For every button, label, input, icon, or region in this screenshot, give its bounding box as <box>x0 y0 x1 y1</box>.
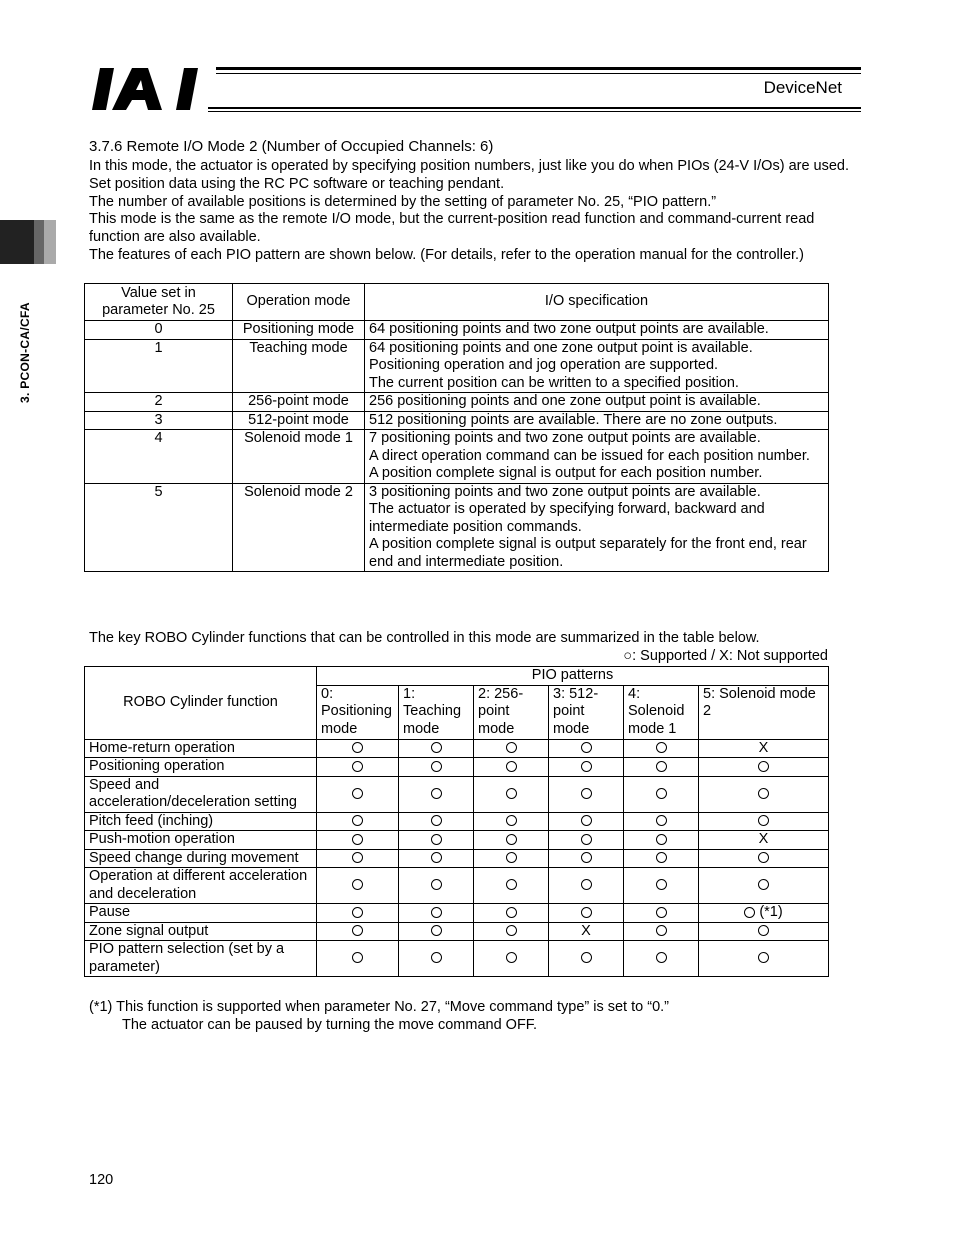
supported-circle-icon <box>352 879 363 890</box>
supported-circle-icon <box>352 852 363 863</box>
support-cell <box>317 941 399 977</box>
function-name: Pause <box>85 904 317 923</box>
spec-line: A position complete signal is output for each position number. <box>369 465 763 481</box>
table-row <box>85 411 829 430</box>
support-cell <box>399 904 474 923</box>
support-cell <box>474 941 549 977</box>
support-cell <box>699 758 829 777</box>
io-spec <box>365 321 829 340</box>
io-spec <box>365 393 829 412</box>
supported-circle-icon <box>431 834 442 845</box>
pattern-header: 4: Solenoid mode 1 <box>624 685 699 739</box>
supported-circle-icon <box>758 879 769 890</box>
table-row <box>85 339 829 393</box>
support-cell <box>549 739 624 758</box>
supported-circle-icon <box>758 815 769 826</box>
header-underline <box>208 107 861 109</box>
page-number: 120 <box>89 1172 114 1188</box>
supported-circle-icon <box>506 834 517 845</box>
io-spec <box>365 483 829 572</box>
spec-line: 64 positioning points and two zone output points are available. <box>369 321 769 337</box>
supported-circle-icon <box>352 925 363 936</box>
function-name: Operation at different acceleration and deceleration <box>85 868 317 904</box>
support-cell <box>549 868 624 904</box>
supported-circle-icon <box>581 742 592 753</box>
supported-circle-icon <box>352 952 363 963</box>
support-cell <box>474 776 549 812</box>
support-cell <box>399 868 474 904</box>
support-cell <box>474 922 549 941</box>
support-cell <box>699 941 829 977</box>
io-spec <box>365 411 829 430</box>
paragraph: Set position data using the RC PC software or teaching pendant. <box>89 175 505 192</box>
param-value: 3 <box>85 411 233 430</box>
support-cell <box>549 812 624 831</box>
support-cell <box>317 812 399 831</box>
support-cell <box>474 904 549 923</box>
supported-circle-icon <box>506 815 517 826</box>
function-name: PIO pattern selection (set by a parameter) <box>85 941 317 977</box>
support-cell <box>699 776 829 812</box>
spec-line: 7 positioning points and two zone output points are available. <box>369 430 761 446</box>
support-cell <box>624 758 699 777</box>
support-legend: ○: Supported / X: Not supported <box>623 648 828 664</box>
io-spec <box>365 339 829 393</box>
support-cell <box>317 904 399 923</box>
footnote-line: (*1) This function is supported when parameter No. 27, “Move command type” is set to “0.” <box>89 999 669 1015</box>
iai-logo <box>92 66 214 112</box>
supported-circle-icon <box>431 879 442 890</box>
support-cell <box>699 849 829 868</box>
paragraph: The number of available positions is determined by the setting of parameter No. 25, “PIO pattern.” <box>89 193 717 210</box>
supported-circle-icon <box>758 952 769 963</box>
support-cell <box>399 941 474 977</box>
spec-line: A position complete signal is output separately for the front end, rear end and intermediate position. <box>369 536 807 570</box>
supported-circle-icon <box>431 761 442 772</box>
support-cell <box>624 922 699 941</box>
function-name: Push-motion operation <box>85 831 317 850</box>
table-row <box>85 812 829 831</box>
supported-circle-icon <box>758 761 769 772</box>
support-cell <box>317 758 399 777</box>
support-cell <box>549 758 624 777</box>
pattern-header: 5: Solenoid mode 2 <box>699 685 829 739</box>
support-cell <box>624 941 699 977</box>
support-cell <box>399 776 474 812</box>
spec-line: Positioning operation and jog operation are supported. <box>369 357 719 373</box>
supported-circle-icon <box>581 788 592 799</box>
support-cell <box>624 812 699 831</box>
supported-circle-icon <box>506 852 517 863</box>
table-row <box>85 739 829 758</box>
function-name: Speed change during movement <box>85 849 317 868</box>
support-cell <box>474 739 549 758</box>
operation-mode: Solenoid mode 1 <box>233 430 365 484</box>
support-cell <box>624 849 699 868</box>
supported-circle-icon <box>656 788 667 799</box>
support-cell <box>317 922 399 941</box>
support-cell <box>399 849 474 868</box>
chapter-label: 3. PCON-CA/CFA <box>18 302 32 403</box>
supported-circle-icon <box>352 834 363 845</box>
support-cell <box>399 812 474 831</box>
supported-circle-icon <box>506 952 517 963</box>
supported-circle-icon <box>506 761 517 772</box>
supported-circle-icon <box>744 907 755 918</box>
supported-circle-icon <box>581 834 592 845</box>
support-cell <box>474 812 549 831</box>
supported-circle-icon <box>758 788 769 799</box>
supported-circle-icon <box>431 852 442 863</box>
supported-circle-icon <box>758 852 769 863</box>
table-row <box>85 758 829 777</box>
support-cell <box>624 904 699 923</box>
table-row <box>85 849 829 868</box>
pio-pattern-table <box>84 283 829 572</box>
supported-circle-icon <box>656 761 667 772</box>
table-row <box>85 321 829 340</box>
support-cell <box>549 904 624 923</box>
table-row <box>85 393 829 412</box>
supported-circle-icon <box>656 815 667 826</box>
col-header-spec: I/O specification <box>365 284 829 321</box>
support-cell <box>699 812 829 831</box>
table-row <box>85 776 829 812</box>
param-value: 0 <box>85 321 233 340</box>
col-header-pio-patterns: PIO patterns <box>317 667 829 686</box>
spec-line: 256 positioning points and one zone output point is available. <box>369 393 761 409</box>
param-value: 1 <box>85 339 233 393</box>
chapter-tab <box>0 220 56 264</box>
support-cell <box>549 941 624 977</box>
supported-circle-icon <box>656 834 667 845</box>
section-heading: 3.7.6 Remote I/O Mode 2 (Number of Occupied Channels: 6) <box>89 138 494 155</box>
support-cell <box>317 739 399 758</box>
supported-circle-icon <box>431 788 442 799</box>
support-cell <box>474 758 549 777</box>
pattern-header: 1: Teaching mode <box>399 685 474 739</box>
operation-mode: Teaching mode <box>233 339 365 393</box>
spec-line: 512 positioning points are available. There are no zone outputs. <box>369 411 778 428</box>
supported-circle-icon <box>506 907 517 918</box>
function-intro: The key ROBO Cylinder functions that can be controlled in this mode are summarized in the table below. <box>89 630 760 646</box>
support-cell <box>624 831 699 850</box>
pattern-header: 2: 256-point mode <box>474 685 549 739</box>
function-name: Home-return operation <box>85 739 317 758</box>
param-value: 2 <box>85 393 233 412</box>
support-cell <box>317 831 399 850</box>
table-row <box>85 941 829 977</box>
supported-circle-icon <box>581 952 592 963</box>
table-row <box>85 430 829 484</box>
spec-line: The actuator is operated by specifying forward, backward and intermediate position commands. <box>369 501 765 535</box>
supported-circle-icon <box>656 742 667 753</box>
support-cell <box>624 776 699 812</box>
table-row <box>85 483 829 572</box>
support-cell: X <box>699 739 829 758</box>
support-cell <box>399 758 474 777</box>
support-cell: X <box>549 922 624 941</box>
supported-circle-icon <box>506 879 517 890</box>
supported-circle-icon <box>431 742 442 753</box>
support-cell <box>624 868 699 904</box>
footnote-line: The actuator can be paused by turning the move command OFF. <box>122 1016 538 1033</box>
header-underline-thin <box>208 111 861 112</box>
support-note: (*1) <box>755 904 783 920</box>
supported-circle-icon <box>656 879 667 890</box>
supported-circle-icon <box>581 761 592 772</box>
support-cell <box>474 868 549 904</box>
paragraph: In this mode, the actuator is operated by specifying position numbers, just like you do when PIOs (24-V I/Os) are used. <box>89 158 850 174</box>
table-row <box>85 904 829 923</box>
support-cell: X <box>699 831 829 850</box>
col-header-value: Value set in parameter No. 25 <box>85 284 233 321</box>
table-row <box>85 922 829 941</box>
supported-circle-icon <box>431 952 442 963</box>
supported-circle-icon <box>656 952 667 963</box>
supported-circle-icon <box>506 788 517 799</box>
support-cell <box>549 831 624 850</box>
supported-circle-icon <box>581 852 592 863</box>
supported-circle-icon <box>656 925 667 936</box>
table-header-row <box>85 667 829 686</box>
paragraph: This mode is the same as the remote I/O mode, but the current-position read function and command-current read function are also available. <box>89 211 815 246</box>
supported-circle-icon <box>506 742 517 753</box>
function-table <box>84 666 829 977</box>
support-cell <box>317 776 399 812</box>
support-cell <box>317 868 399 904</box>
section-body <box>89 158 869 265</box>
pattern-header: 3: 512-point mode <box>549 685 624 739</box>
support-cell <box>699 904 829 923</box>
table-row <box>85 868 829 904</box>
support-cell <box>699 922 829 941</box>
supported-circle-icon <box>431 815 442 826</box>
operation-mode: Solenoid mode 2 <box>233 483 365 572</box>
brand-label: DeviceNet <box>763 78 842 97</box>
paragraph: The features of each PIO pattern are shown below. (For details, refer to the operation manual for the controller.) <box>89 246 804 263</box>
supported-circle-icon <box>581 907 592 918</box>
support-cell <box>399 831 474 850</box>
function-name: Positioning operation <box>85 758 317 777</box>
function-name: Pitch feed (inching) <box>85 812 317 831</box>
supported-circle-icon <box>431 925 442 936</box>
param-value: 5 <box>85 483 233 572</box>
supported-circle-icon <box>352 742 363 753</box>
supported-circle-icon <box>656 907 667 918</box>
support-cell <box>549 776 624 812</box>
spec-line: The current position can be written to a specified position. <box>369 374 739 391</box>
supported-circle-icon <box>431 907 442 918</box>
table-row <box>85 831 829 850</box>
function-name: Zone signal output <box>85 922 317 941</box>
supported-circle-icon <box>758 925 769 936</box>
supported-circle-icon <box>656 852 667 863</box>
operation-mode: Positioning mode <box>233 321 365 340</box>
support-cell <box>699 868 829 904</box>
supported-circle-icon <box>352 907 363 918</box>
pattern-header: 0: Positioning mode <box>317 685 399 739</box>
col-header-mode: Operation mode <box>233 284 365 321</box>
support-cell <box>474 849 549 868</box>
footnote <box>89 999 669 1034</box>
supported-circle-icon <box>352 761 363 772</box>
support-cell <box>624 739 699 758</box>
operation-mode: 512-point mode <box>233 411 365 430</box>
supported-circle-icon <box>352 815 363 826</box>
supported-circle-icon <box>581 815 592 826</box>
param-value: 4 <box>85 430 233 484</box>
spec-line: 3 positioning points and two zone output points are available. <box>369 483 761 500</box>
io-spec <box>365 430 829 484</box>
function-name: Speed and acceleration/deceleration setting <box>85 776 317 812</box>
support-cell <box>549 849 624 868</box>
support-cell <box>317 849 399 868</box>
supported-circle-icon <box>352 788 363 799</box>
col-header-function: ROBO Cylinder function <box>85 667 317 740</box>
header-rule-thin <box>216 73 861 74</box>
supported-circle-icon <box>581 879 592 890</box>
operation-mode: 256-point mode <box>233 393 365 412</box>
support-cell <box>474 831 549 850</box>
header-rule <box>216 67 861 70</box>
table-header-row <box>85 284 829 321</box>
supported-circle-icon <box>506 925 517 936</box>
spec-line: 64 positioning points and one zone output point is available. <box>369 339 753 356</box>
spec-line: A direct operation command can be issued for each position number. <box>369 447 810 464</box>
support-cell <box>399 739 474 758</box>
support-cell <box>399 922 474 941</box>
